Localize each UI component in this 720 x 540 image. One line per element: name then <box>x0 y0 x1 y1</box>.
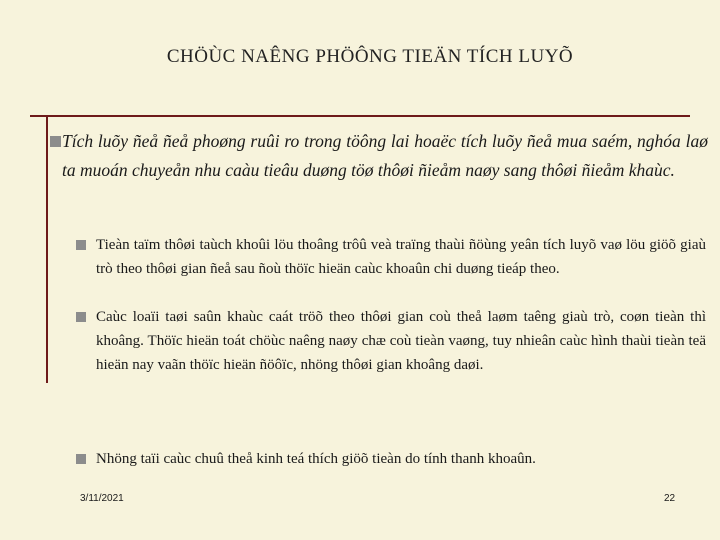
horizontal-rule <box>30 115 690 117</box>
slide-title: CHÖÙC NAÊNG PHÖÔNG TIEÄN TÍCH LUYÕ <box>166 46 574 67</box>
page-number: 22 <box>664 493 676 504</box>
sub-bullet-icon <box>76 240 86 250</box>
sub-bullet-3: Nhöng taïi caùc chuû theå kinh teá thích giöõ tieàn do tính thanh khoaûn. <box>96 451 536 467</box>
footer-date: 3/11/2021 <box>80 493 124 504</box>
sub-bullet-icon <box>76 312 86 322</box>
main-paragraph: Tích luõy ñeå ñeå phoøng ruûi ro trong töông lai hoaëc tích luõy ñeå mua saém, nghóa laø ta muoán chuyeån nhu caàu tieâu duøng töø thôøi ñieåm naøy sang thôøi ñieåm khaùc. <box>62 131 708 180</box>
sub-bullet-2: Caùc loaïi taøi saûn khaùc caát tröõ theo thôøi gian coù theå laøm taêng giaù trò, coøn tieàn thì khoâng. Thöïc hieän toát chöùc naêng naøy chæ coù tieàn vaøng, tuy nhieân caùc hình thaùi tieàn teä hieän nay vaãn thöïc hieän ñöôïc, nhöng thôøi gian khoâng daøi. <box>96 309 706 373</box>
sub-bullet-1: Tieàn taïm thôøi taùch khoûi löu thoâng trôû veà traïng thaùi ñöùng yeân tích luyõ vaø löu giöõ giaù trò theo thôøi gian ñeå sau ñoù thöïc hieän caùc khoaûn chi duøng tieáp theo. <box>96 237 706 277</box>
vertical-rule <box>46 117 48 383</box>
sub-bullet-icon <box>76 454 86 464</box>
main-bullet-icon <box>50 136 61 147</box>
